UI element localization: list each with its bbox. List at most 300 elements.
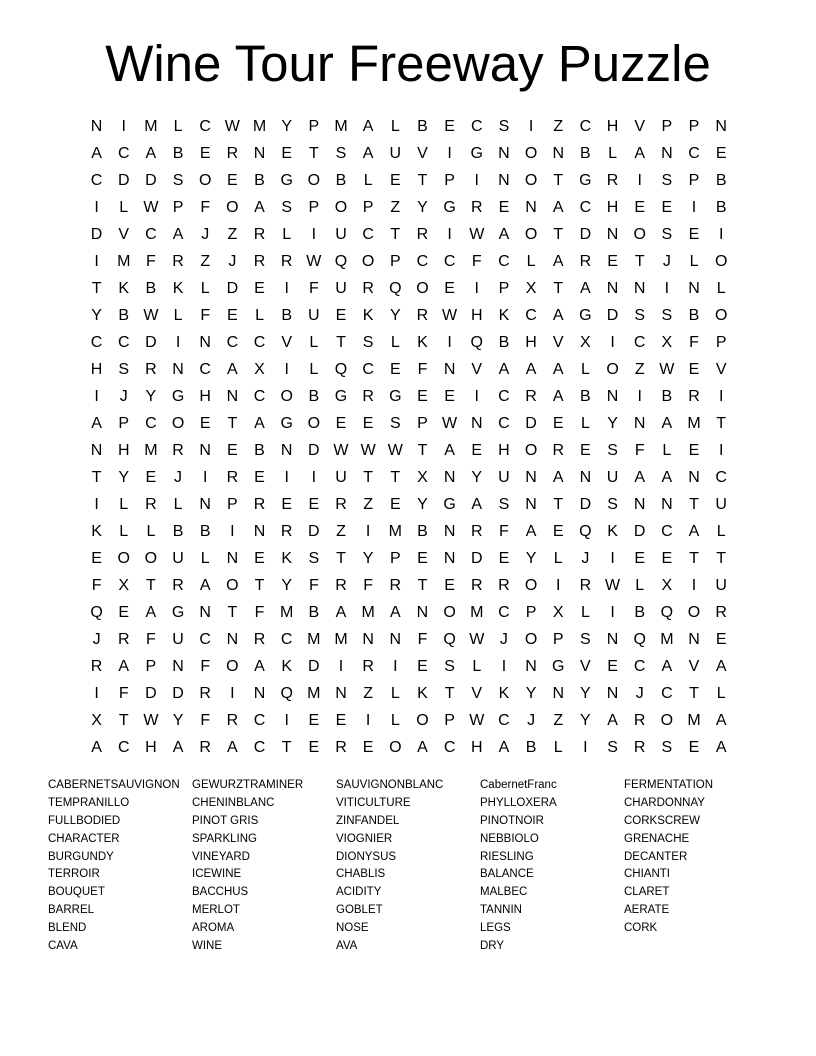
grid-letter: X <box>661 334 673 351</box>
grid-letter: F <box>308 280 319 297</box>
grid-letter: E <box>335 415 347 432</box>
grid-letter: N <box>199 604 211 621</box>
grid-letter: N <box>199 442 211 459</box>
grid-letter: R <box>226 469 239 486</box>
grid-letter: C <box>145 415 157 432</box>
grid-letter: K <box>172 280 184 297</box>
grid-letter: Z <box>553 712 564 729</box>
grid-letter: M <box>307 631 321 648</box>
grid-letter: X <box>580 334 591 351</box>
grid-letter: T <box>390 469 401 486</box>
grid-letter: N <box>443 469 456 486</box>
grid-letter: T <box>336 550 346 567</box>
grid-letter: F <box>254 604 265 621</box>
grid-letter: T <box>390 226 401 243</box>
grid-letter: C <box>470 118 483 135</box>
grid-letter: P <box>552 631 564 648</box>
grid-letter: N <box>90 118 103 135</box>
grid-letter: P <box>688 118 700 135</box>
grid-letter: A <box>91 145 102 162</box>
grid-row <box>83 707 735 734</box>
grid-letter: O <box>307 172 321 189</box>
grid-letter: R <box>280 253 293 270</box>
grid-letter: P <box>227 496 238 513</box>
word-list-item: CAVA <box>48 940 78 953</box>
grid-letter: N <box>335 685 347 702</box>
grid-letter: P <box>525 604 537 621</box>
grid-letter: P <box>715 334 727 351</box>
grid-letter: J <box>119 388 128 405</box>
grid-letter: S <box>444 658 455 675</box>
grid-letter: C <box>199 118 211 135</box>
grid-letter: N <box>172 361 184 378</box>
grid-letter: U <box>498 469 510 486</box>
grid-letter: C <box>443 253 456 270</box>
grid-letter: X <box>91 712 102 729</box>
grid-letter: R <box>362 280 374 297</box>
grid-letter: P <box>688 172 700 189</box>
grid-letter: I <box>474 280 479 297</box>
grid-letter: K <box>118 280 130 297</box>
grid-letter: G <box>280 172 293 189</box>
grid-letter: L <box>580 415 590 432</box>
grid-letter: B <box>417 523 428 540</box>
grid-letter: I <box>94 199 99 216</box>
word-list-item: PINOT GRIS <box>192 814 259 827</box>
grid-letter: T <box>716 550 727 567</box>
grid-letter: N <box>688 631 700 648</box>
grid-row <box>83 113 735 140</box>
grid-letter: L <box>173 307 183 324</box>
word-list-item: CHIANTI <box>624 868 670 881</box>
grid-letter: C <box>688 145 700 162</box>
word-list-item: BOUQUET <box>48 886 105 899</box>
word-list-item: ICEWINE <box>192 868 242 881</box>
word-list-item: BLEND <box>48 922 87 935</box>
grid-letter: P <box>498 280 510 297</box>
grid-letter: L <box>282 226 292 243</box>
grid-letter: T <box>553 172 564 189</box>
grid-letter: R <box>633 739 646 756</box>
grid-letter: G <box>334 388 348 405</box>
grid-letter: A <box>362 145 374 162</box>
grid-letter: I <box>284 469 289 486</box>
grid-letter: E <box>227 442 238 459</box>
grid-letter: A <box>254 658 265 675</box>
grid-letter: O <box>633 226 646 243</box>
word-list-item: TERROIR <box>48 868 100 881</box>
grid-letter: M <box>687 712 701 729</box>
grid-letter: R <box>416 307 429 324</box>
grid-letter: A <box>552 361 564 378</box>
grid-letter: N <box>688 469 700 486</box>
grid-letter: F <box>308 577 319 594</box>
word-list-item: ACIDITY <box>336 886 382 899</box>
grid-letter: C <box>661 685 673 702</box>
grid-letter: N <box>661 145 673 162</box>
word-list-item: CabernetFranc <box>480 779 557 791</box>
grid-letter: A <box>580 280 591 297</box>
grid-letter: D <box>308 442 320 459</box>
grid-letter: A <box>227 361 238 378</box>
grid-letter: K <box>417 685 428 702</box>
grid-letter: D <box>633 523 646 540</box>
grid-row <box>83 383 735 410</box>
grid-letter: N <box>498 172 510 189</box>
grid-letter: E <box>335 307 347 324</box>
grid-letter: R <box>145 496 157 513</box>
word-list-item: GOBLET <box>336 904 383 917</box>
grid-letter: C <box>633 658 646 675</box>
grid-letter: V <box>471 685 483 702</box>
grid-letter: O <box>280 388 293 405</box>
grid-letter: L <box>580 361 590 378</box>
grid-letter: O <box>226 577 239 594</box>
grid-letter: L <box>553 739 563 756</box>
grid-letter: J <box>662 253 671 270</box>
grid-letter: M <box>252 118 267 135</box>
grid-letter: B <box>715 199 727 216</box>
grid-letter: S <box>389 415 401 432</box>
grid-row <box>83 275 735 302</box>
word-list-item: VIOGNIER <box>336 832 393 845</box>
grid-letter: R <box>172 442 184 459</box>
grid-letter: B <box>417 118 428 135</box>
grid-letter: D <box>226 280 239 297</box>
grid-letter: Y <box>417 496 428 513</box>
word-list-item: GRENACHE <box>624 832 690 845</box>
grid-letter: O <box>226 199 239 216</box>
grid-letter: S <box>661 172 673 189</box>
puzzle-title: Wine Tour Freeway Puzzle <box>105 35 711 92</box>
grid-row <box>83 572 735 599</box>
grid-letter: M <box>334 631 348 648</box>
grid-letter: Y <box>607 415 618 432</box>
grid-row <box>83 248 735 275</box>
grid-letter: A <box>498 226 510 243</box>
grid-letter: O <box>524 631 538 648</box>
grid-letter: A <box>661 415 673 432</box>
grid-letter: T <box>689 685 699 702</box>
grid-letter: E <box>145 469 157 486</box>
word-list-item: BALANCE <box>480 868 534 881</box>
grid-letter: Z <box>227 226 238 243</box>
grid-letter: U <box>172 550 184 567</box>
grid-letter: F <box>200 307 211 324</box>
word-list-item: MERLOT <box>192 904 240 917</box>
grid-letter: X <box>552 604 564 621</box>
grid-letter: A <box>552 469 564 486</box>
grid-letter: T <box>308 145 319 162</box>
grid-letter: D <box>470 550 483 567</box>
grid-row <box>83 518 735 545</box>
grid-letter: Y <box>145 388 157 405</box>
grid-letter: Q <box>90 604 103 621</box>
grid-letter: O <box>334 199 348 216</box>
grid-letter: T <box>553 280 564 297</box>
grid-letter: X <box>661 577 673 594</box>
grid-letter: W <box>387 442 403 459</box>
grid-letter: F <box>471 253 482 270</box>
grid-letter: H <box>498 442 510 459</box>
grid-letter: V <box>552 334 564 351</box>
grid-letter: A <box>661 469 673 486</box>
grid-letter: E <box>688 361 700 378</box>
grid-letter: I <box>556 577 561 594</box>
word-list-item: VITICULTURE <box>336 796 411 809</box>
grid-letter: L <box>716 523 726 540</box>
grid-letter: B <box>335 172 347 189</box>
grid-letter: U <box>308 307 320 324</box>
grid-letter: F <box>499 523 509 540</box>
grid-letter: G <box>552 658 565 675</box>
grid-letter: M <box>388 523 402 540</box>
grid-letter: I <box>610 604 615 621</box>
grid-letter: W <box>659 361 675 378</box>
grid-letter: E <box>688 226 700 243</box>
grid-letter: V <box>281 334 292 351</box>
grid-letter: E <box>552 523 564 540</box>
grid-letter: Q <box>660 604 674 621</box>
grid-letter: O <box>660 712 674 729</box>
grid-letter: M <box>361 604 375 621</box>
grid-letter: D <box>308 523 320 540</box>
grid-letter: N <box>226 550 239 567</box>
grid-letter: N <box>606 685 619 702</box>
grid-letter: R <box>226 145 239 162</box>
grid-letter: Y <box>525 685 537 702</box>
grid-letter: D <box>606 307 619 324</box>
grid-letter: E <box>281 145 292 162</box>
grid-letter: N <box>226 388 239 405</box>
grid-letter: E <box>308 739 320 756</box>
grid-letter: N <box>443 523 456 540</box>
grid-letter: L <box>553 550 563 567</box>
grid-letter: Y <box>417 199 428 216</box>
grid-letter: R <box>253 226 266 243</box>
grid-letter: Z <box>336 523 346 540</box>
grid-letter: O <box>226 658 239 675</box>
word-list-item: CHARDONNAY <box>624 796 705 809</box>
grid-letter: W <box>224 118 240 135</box>
word-list-item: CHABLIS <box>336 868 386 881</box>
word-list-item: DIONYSUS <box>336 850 397 863</box>
grid-letter: G <box>470 145 483 162</box>
grid-letter: E <box>661 550 673 567</box>
grid-letter: E <box>308 712 320 729</box>
grid-letter: M <box>280 604 294 621</box>
grid-letter: A <box>254 199 265 216</box>
grid-letter: N <box>525 199 537 216</box>
grid-letter: L <box>146 523 156 540</box>
grid-letter: L <box>662 442 672 459</box>
grid-letter: A <box>254 415 265 432</box>
grid-letter: P <box>444 172 455 189</box>
word-list-item: CORK <box>624 922 658 935</box>
grid-letter: N <box>90 442 103 459</box>
grid-letter: M <box>334 118 348 135</box>
grid-letter: J <box>581 550 590 567</box>
grid-letter: F <box>146 631 156 648</box>
grid-letter: L <box>390 334 400 351</box>
grid-letter: I <box>175 334 181 351</box>
grid-letter: V <box>580 658 591 675</box>
grid-row <box>83 545 735 572</box>
grid-letter: S <box>634 307 646 324</box>
grid-letter: I <box>94 388 99 405</box>
grid-letter: P <box>118 415 130 432</box>
grid-letter: E <box>389 172 401 189</box>
grid-letter: N <box>525 658 537 675</box>
grid-letter: C <box>498 604 510 621</box>
grid-letter: L <box>200 280 210 297</box>
grid-letter: L <box>608 145 617 162</box>
grid-letter: A <box>552 307 564 324</box>
grid-letter: X <box>254 361 265 378</box>
grid-letter: N <box>226 631 239 648</box>
grid-letter: A <box>145 604 157 621</box>
grid-letter: A <box>471 496 483 513</box>
grid-letter: I <box>94 496 99 513</box>
grid-letter: R <box>715 604 727 621</box>
grid-letter: J <box>92 631 101 648</box>
grid-letter: Y <box>389 307 401 324</box>
grid-letter: I <box>718 226 724 243</box>
grid-letter: A <box>715 658 727 675</box>
grid-letter: V <box>471 361 483 378</box>
grid-letter: R <box>280 523 293 540</box>
grid-letter: L <box>390 712 400 729</box>
grid-letter: S <box>281 199 292 216</box>
grid-letter: R <box>579 253 592 270</box>
grid-letter: S <box>580 631 591 648</box>
grid-letter: K <box>498 685 510 702</box>
grid-letter: L <box>119 496 129 513</box>
grid-letter: O <box>714 253 728 270</box>
grid-letter: R <box>579 577 592 594</box>
grid-letter: I <box>311 469 317 486</box>
grid-letter: N <box>633 415 646 432</box>
grid-letter: Y <box>362 550 374 567</box>
grid-letter: L <box>363 172 373 189</box>
grid-letter: N <box>362 631 374 648</box>
grid-letter: F <box>200 658 211 675</box>
grid-letter: C <box>199 631 211 648</box>
word-list-item: NOSE <box>336 922 369 935</box>
grid-letter: R <box>416 226 429 243</box>
grid-letter: K <box>281 550 292 567</box>
grid-letter: O <box>606 361 619 378</box>
grid-letter: T <box>227 604 238 621</box>
grid-letter: N <box>389 631 402 648</box>
grid-letter: N <box>253 523 266 540</box>
grid-letter: O <box>117 550 130 567</box>
grid-letter: A <box>172 739 184 756</box>
grid-letter: E <box>634 199 646 216</box>
grid-letter: D <box>579 496 592 513</box>
grid-letter: E <box>688 442 700 459</box>
word-list-item: CABERNETSAUVIGNON <box>48 779 180 791</box>
grid-letter: C <box>90 172 103 189</box>
word-list-item: DECANTER <box>624 850 688 863</box>
grid-letter: E <box>362 739 374 756</box>
grid-letter: Y <box>580 712 591 729</box>
grid-letter: Y <box>580 685 591 702</box>
grid-letter: E <box>552 415 564 432</box>
grid-letter: S <box>335 145 347 162</box>
grid-letter: H <box>145 739 157 756</box>
grid-letter: C <box>145 226 157 243</box>
grid-letter: T <box>417 172 428 189</box>
grid-letter: W <box>333 442 349 459</box>
grid-letter: C <box>362 361 374 378</box>
grid-letter: A <box>525 523 537 540</box>
grid-letter: A <box>715 739 727 756</box>
grid-letter: U <box>172 631 184 648</box>
grid-letter: O <box>171 415 185 432</box>
grid-letter: D <box>117 172 130 189</box>
grid-letter: M <box>117 253 131 270</box>
grid-letter: F <box>417 361 428 378</box>
grid-letter: N <box>606 280 619 297</box>
grid-letter: S <box>661 739 673 756</box>
grid-letter: T <box>444 685 455 702</box>
grid-letter: Z <box>363 685 374 702</box>
grid-letter: L <box>716 280 726 297</box>
grid-letter: D <box>172 685 184 702</box>
grid-letter: W <box>143 712 159 729</box>
grid-letter: I <box>474 388 479 405</box>
grid-letter: C <box>525 307 537 324</box>
grid-letter: R <box>606 172 619 189</box>
grid-letter: A <box>552 199 564 216</box>
grid-letter: I <box>447 226 452 243</box>
grid-letter: S <box>607 496 618 513</box>
grid-letter: E <box>580 442 591 459</box>
grid-letter: X <box>118 577 130 594</box>
grid-letter: I <box>583 739 588 756</box>
grid-letter: A <box>634 145 646 162</box>
grid-letter: N <box>172 658 184 675</box>
grid-letter: N <box>661 496 673 513</box>
grid-letter: M <box>144 442 158 459</box>
grid-letter: A <box>145 145 157 162</box>
grid-letter: A <box>715 712 727 729</box>
grid-letter: N <box>443 550 456 567</box>
grid-letter: E <box>715 631 727 648</box>
grid-letter: N <box>525 496 537 513</box>
grid-letter: N <box>470 415 483 432</box>
grid-letter: S <box>498 118 510 135</box>
grid-letter: I <box>610 550 615 567</box>
grid-letter: E <box>444 388 455 405</box>
grid-letter: B <box>172 523 184 540</box>
grid-letter: W <box>360 442 376 459</box>
grid-letter: T <box>716 415 727 432</box>
grid-letter: G <box>443 199 456 216</box>
grid-letter: T <box>281 739 292 756</box>
grid-letter: N <box>199 334 211 351</box>
grid-letter: Y <box>525 550 537 567</box>
grid-letter: W <box>469 226 485 243</box>
grid-letter: D <box>90 226 103 243</box>
grid-letter: G <box>579 307 592 324</box>
grid-letter: Z <box>200 253 211 270</box>
grid-letter: C <box>498 253 510 270</box>
grid-letter: L <box>390 685 400 702</box>
grid-letter: W <box>604 577 621 594</box>
grid-letter: N <box>443 361 456 378</box>
